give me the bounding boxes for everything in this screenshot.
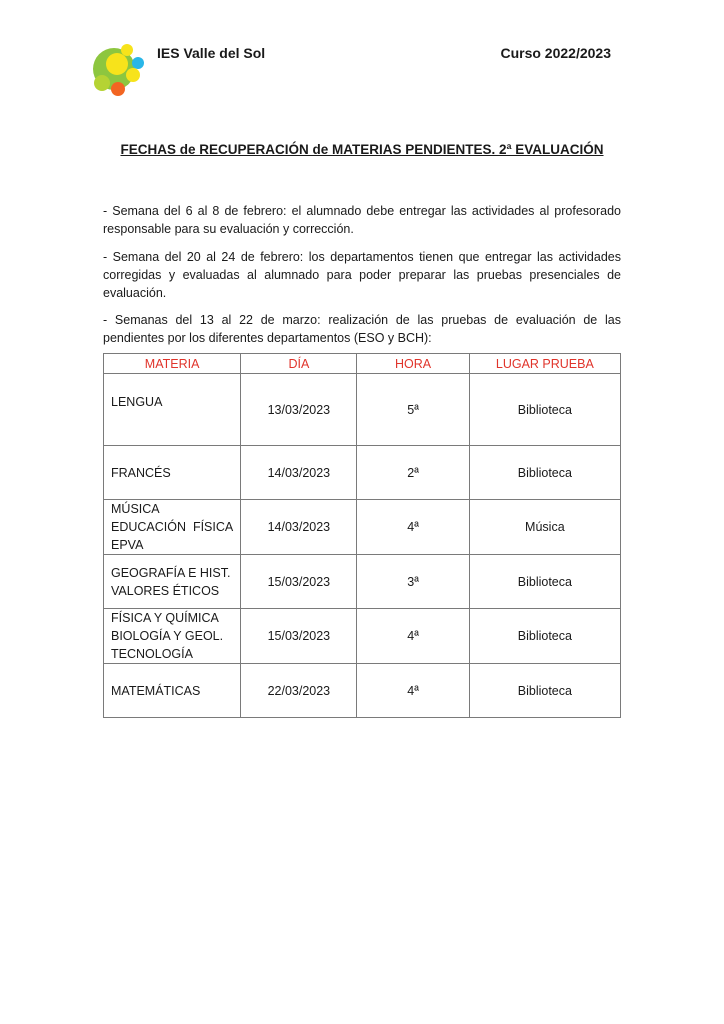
- header-dia: DÍA: [241, 354, 357, 374]
- cell-dia: 14/03/2023: [241, 500, 357, 555]
- cell-hora: 4ª: [357, 609, 469, 664]
- cell-dia: 14/03/2023: [241, 446, 357, 500]
- cell-dia: 22/03/2023: [241, 664, 357, 718]
- paragraph-3: - Semanas del 13 al 22 de marzo: realización de las pruebas de evaluación de las pendientes por los diferentes departamentos (ESO y BCH):: [103, 313, 621, 345]
- cell-hora: 4ª: [357, 664, 469, 718]
- school-logo-icon: [90, 42, 148, 98]
- document-title: FECHAS de RECUPERACIÓN de MATERIAS PENDIENTES. 2ª EVALUACIÓN: [120, 142, 604, 157]
- cell-hora: 5ª: [357, 374, 469, 446]
- materia-line: FÍSICA Y QUÍMICA: [111, 611, 219, 625]
- materia-line: GEOGRAFÍA E HIST.: [111, 565, 231, 580]
- cell-lugar: Biblioteca: [469, 446, 620, 500]
- header-hora: HORA: [357, 354, 469, 374]
- cell-hora: 4ª: [357, 500, 469, 555]
- cell-hora: 3ª: [357, 555, 469, 609]
- paragraph-1: - Semana del 6 al 8 de febrero: el alumnado debe entregar las actividades al profesorado responsable para su evaluación y corrección.: [103, 204, 621, 236]
- cell-materia: [104, 446, 241, 500]
- table-row: [104, 609, 621, 664]
- table-row: [104, 555, 621, 609]
- cell-lugar: Biblioteca: [469, 374, 620, 446]
- cell-lugar: Biblioteca: [469, 609, 620, 664]
- course-year: Curso 2022/2023: [500, 45, 611, 61]
- materia-line: MÚSICA: [111, 502, 160, 516]
- table-header-row: [104, 354, 621, 374]
- cell-dia: 15/03/2023: [241, 609, 357, 664]
- cell-lugar: Música: [469, 500, 620, 555]
- cell-materia: [104, 664, 241, 718]
- cell-dia: 13/03/2023: [241, 374, 357, 446]
- materia-line: LENGUA: [111, 395, 163, 409]
- cell-hora: 2ª: [357, 446, 469, 500]
- materia-line: MATEMÁTICAS: [111, 683, 201, 698]
- cell-lugar: Biblioteca: [469, 664, 620, 718]
- materia-line: TECNOLOGÍA: [111, 647, 193, 661]
- school-name: IES Valle del Sol: [157, 45, 266, 61]
- materia-line: FRANCÉS: [111, 465, 171, 480]
- cell-materia: [104, 374, 241, 446]
- cell-materia: [104, 500, 241, 555]
- table-row: [104, 664, 621, 718]
- schedule-table: [103, 353, 621, 718]
- cell-lugar: Biblioteca: [469, 555, 620, 609]
- materia-line: BIOLOGÍA Y GEOL.: [111, 629, 224, 643]
- header-materia: MATERIA: [104, 354, 241, 374]
- materia-line: VALORES ÉTICOS: [111, 583, 220, 598]
- materia-line: EPVA: [111, 538, 144, 552]
- header-lugar: LUGAR PRUEBA: [469, 354, 620, 374]
- cell-materia: [104, 555, 241, 609]
- table-row: [104, 446, 621, 500]
- table-row: [104, 374, 621, 446]
- materia-line: EDUCACIÓN FÍSICA: [111, 520, 234, 534]
- table-row: [104, 500, 621, 555]
- paragraph-2: - Semana del 20 al 24 de febrero: los departamentos tienen que entregar las actividades corregidas y evaluadas al alumnado para poder preparar las pruebas presenciales de evaluación.: [103, 250, 621, 300]
- cell-dia: 15/03/2023: [241, 555, 357, 609]
- cell-materia: [104, 609, 241, 664]
